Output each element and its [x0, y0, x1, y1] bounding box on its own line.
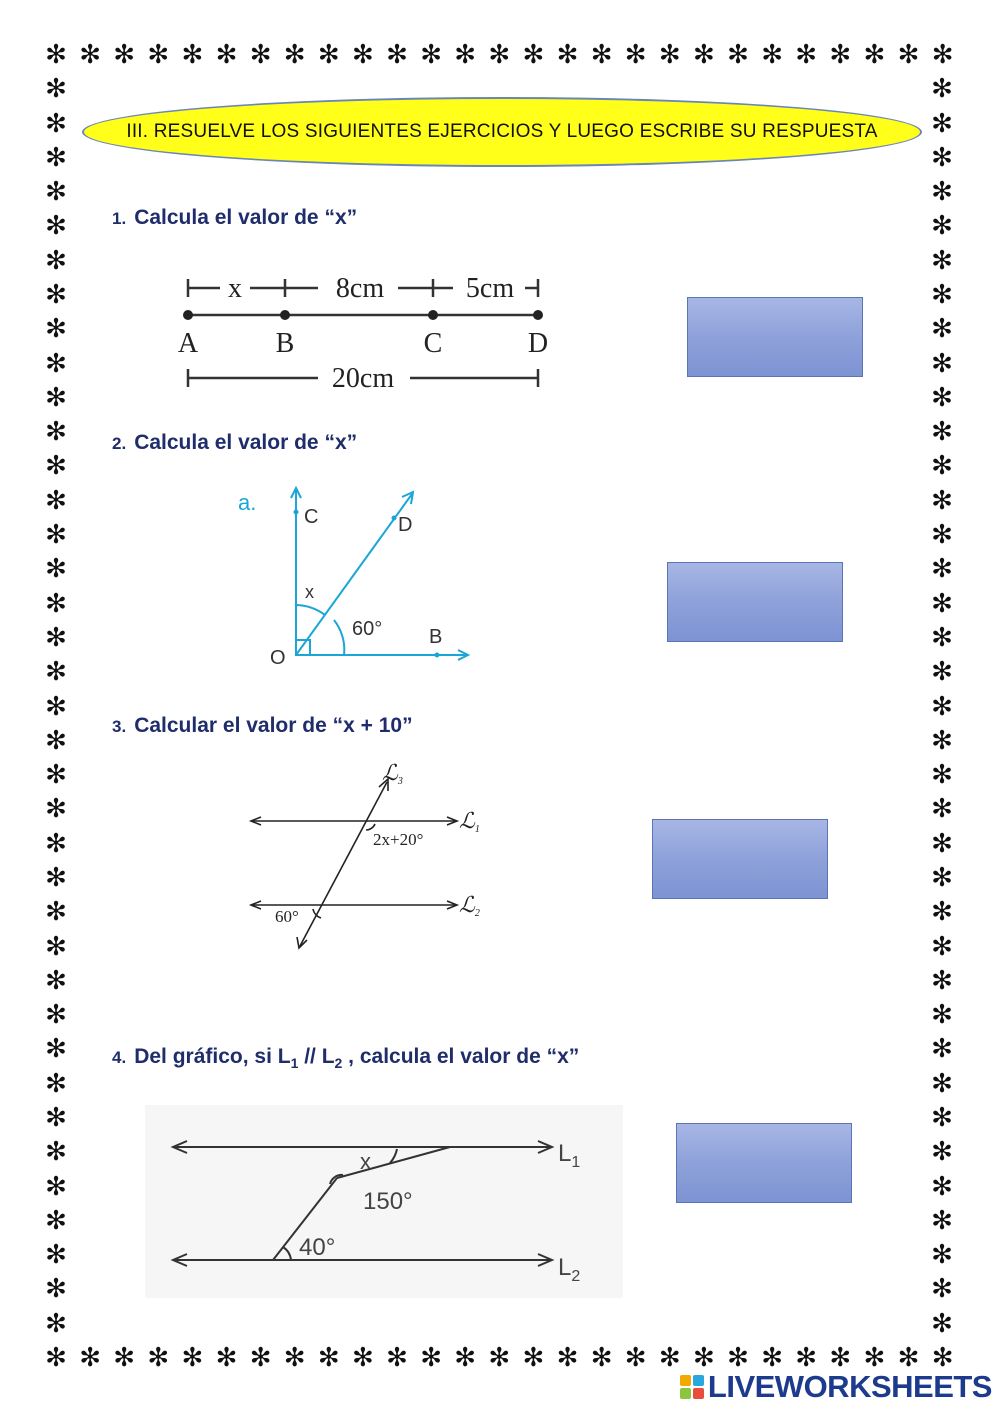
border-star-icon: ✻ [454, 1343, 477, 1373]
border-star-icon: ✻ [45, 520, 67, 551]
border-star-icon: ✻ [181, 1343, 204, 1373]
label-l2: L [558, 1254, 572, 1281]
border-star-icon: ✻ [45, 211, 67, 242]
point-d [533, 310, 543, 320]
question-text-prefix: Del gráfico, si L [134, 1045, 291, 1068]
border-star-icon: ✻ [420, 40, 442, 70]
border-star-icon: ✻ [45, 1240, 67, 1271]
question-4 [112, 1045, 579, 1071]
label-a: A [177, 328, 199, 359]
parallel-lines-figure [245, 758, 505, 958]
label-l1: L [558, 1140, 572, 1167]
label-d: D [527, 328, 549, 359]
border-star-icon: ✻ [113, 40, 136, 70]
border-star-icon: ✻ [488, 1343, 511, 1373]
answer-box-2[interactable] [667, 562, 843, 642]
border-star-icon: ✻ [931, 382, 953, 413]
border-star-icon: ✻ [420, 1343, 442, 1373]
border-star-icon: ✻ [931, 451, 953, 482]
border-star-icon: ✻ [283, 1343, 306, 1373]
svg-text:ℒ3 [382, 760, 403, 787]
border-star-icon: ✻ [931, 348, 953, 379]
label-o: O [270, 647, 286, 669]
border-star-icon: ✻ [522, 40, 545, 70]
border-star-icon: ✻ [522, 1343, 545, 1373]
border-star-icon: ✻ [931, 485, 953, 516]
logo-mark-icon [680, 1375, 704, 1399]
border-star-icon: ✻ [45, 348, 67, 379]
border-star-icon: ✻ [45, 177, 67, 208]
border-star-icon: ✻ [931, 1171, 953, 1202]
border-star-icon: ✻ [727, 40, 749, 70]
border-star-icon: ✻ [931, 1000, 953, 1031]
border-star-icon: ✻ [45, 1171, 67, 1202]
border-star-icon: ✻ [624, 1343, 647, 1373]
border-star-icon: ✻ [931, 211, 953, 242]
border-star-icon: ✻ [113, 1343, 136, 1373]
border-star-icon: ✻ [45, 794, 67, 825]
border-star-icon: ✻ [931, 657, 953, 688]
border-star-icon: ✻ [454, 40, 477, 70]
border-star-icon: ✻ [931, 965, 953, 996]
border-star-icon: ✻ [931, 108, 953, 139]
border-star-icon: ✻ [931, 760, 953, 791]
border-star-icon: ✻ [45, 40, 67, 70]
label-l2-sub: 2 [571, 1268, 581, 1285]
border-star-icon: ✻ [931, 74, 953, 105]
border-star-icon: ✻ [863, 40, 886, 70]
border-star-icon: ✻ [931, 520, 953, 551]
border-star-icon: ✻ [931, 417, 953, 448]
label-l2-sub: 2 [474, 908, 480, 919]
question-number: 1. [112, 209, 127, 228]
question-3 [112, 714, 413, 738]
border-star-icon: ✻ [45, 245, 67, 276]
border-star-icon: ✻ [931, 177, 953, 208]
logo-square [693, 1375, 704, 1386]
point-c [428, 310, 438, 320]
logo-square [680, 1388, 691, 1399]
label-60: 60° [352, 618, 383, 640]
border-star-icon: ✻ [386, 1343, 408, 1373]
border-star-icon: ✻ [386, 40, 408, 70]
question-number: 3. [112, 717, 127, 736]
border-star-icon: ✻ [79, 1343, 101, 1373]
border-star-icon: ✻ [931, 588, 953, 619]
border-star-icon: ✻ [317, 1343, 340, 1373]
question-number: 4. [112, 1048, 127, 1067]
border-star-icon: ✻ [931, 1034, 953, 1065]
answer-box-4[interactable] [676, 1123, 852, 1203]
border-star-icon: ✻ [45, 1274, 67, 1305]
label-l3: ℒ [382, 760, 398, 785]
border-star-icon: ✻ [658, 40, 681, 70]
label-b: B [429, 626, 443, 648]
answer-box-3[interactable] [652, 819, 828, 899]
border-star-icon: ✻ [488, 40, 511, 70]
point-b [280, 310, 290, 320]
border-star-icon: ✻ [795, 40, 818, 70]
border-star-icon: ✻ [45, 828, 67, 859]
border-star-icon: ✻ [931, 314, 953, 345]
question-text-mid: // L [298, 1045, 335, 1068]
border-star-icon: ✻ [658, 1343, 681, 1373]
svg-text:ℒ1 [459, 808, 480, 835]
border-star-icon: ✻ [45, 451, 67, 482]
label-60: 60° [275, 907, 299, 926]
border-star-icon: ✻ [931, 1137, 953, 1168]
border-star-icon: ✻ [692, 1343, 715, 1373]
figure-tag: a. [238, 490, 257, 515]
border-star-icon: ✻ [931, 554, 953, 585]
border-star-icon: ✻ [45, 588, 67, 619]
border-star-icon: ✻ [931, 280, 953, 311]
border-star-icon: ✻ [45, 691, 67, 722]
liveworksheets-logo [680, 1367, 992, 1407]
subscript-2: 2 [334, 1055, 343, 1072]
border-star-icon: ✻ [45, 862, 67, 893]
label-5cm: 5cm [465, 273, 515, 304]
border-star-icon: ✻ [215, 1343, 238, 1373]
label-l1-sub: 1 [571, 1154, 581, 1171]
border-star-icon: ✻ [45, 897, 67, 928]
border-star-icon: ✻ [931, 1102, 953, 1133]
border-star-icon: ✻ [45, 1308, 67, 1339]
label-l1-sub: 1 [474, 824, 480, 835]
border-star-icon: ✻ [931, 1205, 953, 1236]
logo-square [693, 1388, 704, 1399]
border-star-icon: ✻ [931, 1240, 953, 1271]
border-star-icon: ✻ [863, 1343, 886, 1373]
border-star-icon: ✻ [829, 40, 852, 70]
border-star-icon: ✻ [692, 40, 715, 70]
border-star-icon: ✻ [45, 485, 67, 516]
border-star-icon: ✻ [45, 554, 67, 585]
subscript-1: 1 [290, 1055, 299, 1072]
border-star-icon: ✻ [931, 40, 954, 70]
border-star-icon: ✻ [931, 725, 953, 756]
border-star-icon: ✻ [181, 40, 204, 70]
border-star-icon: ✻ [45, 1102, 67, 1133]
broken-line-figure [145, 1105, 625, 1300]
border-star-icon: ✻ [590, 40, 613, 70]
border-star-icon: ✻ [45, 725, 67, 756]
border-star-icon: ✻ [897, 1343, 920, 1373]
label-c: C [423, 328, 443, 359]
answer-box-1[interactable] [687, 297, 863, 377]
border-star-icon: ✻ [556, 40, 579, 70]
border-star-icon: ✻ [45, 417, 67, 448]
question-text-suffix: , calcula el valor de “x” [342, 1045, 580, 1068]
question-text: Calcular el valor de “x + 10” [134, 714, 413, 737]
border-star-icon: ✻ [931, 1068, 953, 1099]
label-8cm: 8cm [335, 273, 385, 304]
label-c: C [304, 506, 319, 528]
border-star-icon: ✻ [45, 965, 67, 996]
question-1 [112, 206, 357, 230]
border-star-icon: ✻ [931, 142, 953, 173]
label-20cm: 20cm [331, 363, 395, 394]
border-star-icon: ✻ [351, 1343, 374, 1373]
border-star-icon: ✻ [931, 794, 953, 825]
border-star-icon: ✻ [45, 1137, 67, 1168]
border-star-icon: ✻ [45, 74, 67, 105]
border-star-icon: ✻ [45, 931, 67, 962]
border-star-icon: ✻ [931, 622, 953, 653]
label-x: x [305, 582, 314, 602]
border-star-icon: ✻ [79, 40, 101, 70]
border-star-icon: ✻ [931, 1308, 953, 1339]
label-b: B [275, 328, 295, 359]
border-star-icon: ✻ [283, 40, 306, 70]
border-star-icon: ✻ [556, 1343, 579, 1373]
border-star-icon: ✻ [45, 142, 67, 173]
logo-text: LIVEWORKSHEETS [707, 1369, 992, 1404]
border-star-icon: ✻ [761, 1343, 783, 1373]
border-star-icon: ✻ [351, 40, 374, 70]
border-star-icon: ✻ [931, 245, 953, 276]
border-star-icon: ✻ [829, 1343, 852, 1373]
label-150: 150° [363, 1188, 413, 1215]
border-star-icon: ✻ [45, 657, 67, 688]
label-40: 40° [299, 1234, 336, 1261]
border-star-icon: ✻ [45, 622, 67, 653]
border-star-icon: ✻ [795, 1343, 818, 1373]
border-star-icon: ✻ [317, 40, 340, 70]
border-star-icon: ✻ [897, 40, 920, 70]
border-star-icon: ✻ [45, 280, 67, 311]
border-star-icon: ✻ [249, 40, 272, 70]
border-star-icon: ✻ [931, 828, 953, 859]
question-text: Calcula el valor de “x” [134, 431, 358, 454]
border-star-icon: ✻ [45, 1034, 67, 1065]
border-star-icon: ✻ [45, 760, 67, 791]
border-star-icon: ✻ [931, 862, 953, 893]
border-star-icon: ✻ [45, 382, 67, 413]
border-star-icon: ✻ [761, 40, 783, 70]
border-star-icon: ✻ [931, 1343, 954, 1373]
border-star-icon: ✻ [931, 931, 953, 962]
label-x: x [360, 1149, 371, 1174]
border-star-icon: ✻ [45, 108, 67, 139]
border-star-icon: ✻ [45, 1000, 67, 1031]
instruction-banner [82, 97, 922, 167]
border-star-icon: ✻ [45, 314, 67, 345]
border-star-icon: ✻ [931, 691, 953, 722]
border-star-icon: ✻ [727, 1343, 749, 1373]
point-a [183, 310, 193, 320]
label-d: D [398, 514, 413, 536]
border-star-icon: ✻ [45, 1068, 67, 1099]
label-x: x [228, 273, 242, 304]
angle-figure [230, 480, 490, 670]
label-l1: ℒ [459, 808, 475, 833]
segment-figure [170, 268, 570, 398]
label-l3-sub: 3 [397, 776, 403, 787]
label-l2: ℒ [459, 892, 475, 917]
border-star-icon: ✻ [215, 40, 238, 70]
border-star-icon: ✻ [931, 1274, 953, 1305]
border-star-icon: ✻ [249, 1343, 272, 1373]
svg-text:ℒ2 [459, 892, 480, 919]
question-2 [112, 431, 357, 455]
logo-square [680, 1375, 691, 1386]
border-star-icon: ✻ [931, 897, 953, 928]
banner-text: III. RESUELVE LOS SIGUIENTES EJERCICIOS Y LUEGO ESCRIBE SU RESPUESTA [126, 121, 878, 142]
question-text: Calcula el valor de “x” [134, 206, 358, 229]
border-star-icon: ✻ [45, 1205, 67, 1236]
border-star-icon: ✻ [624, 40, 647, 70]
border-star-icon: ✻ [147, 1343, 170, 1373]
question-number: 2. [112, 434, 127, 453]
border-star-icon: ✻ [45, 1343, 67, 1373]
border-star-icon: ✻ [590, 1343, 613, 1373]
border-star-icon: ✻ [147, 40, 170, 70]
label-2x-plus-20: 2x+20° [373, 830, 424, 849]
